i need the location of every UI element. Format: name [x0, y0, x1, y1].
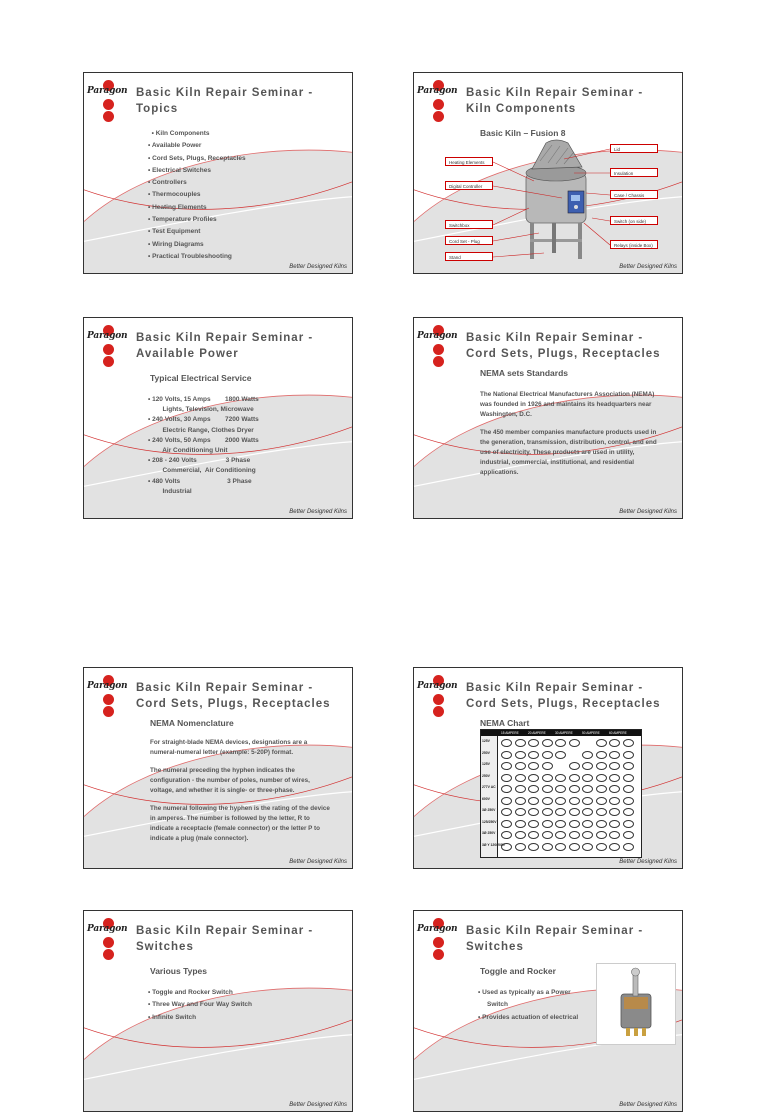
- slide-6: [413, 667, 683, 869]
- list-item: • Controllers: [148, 179, 187, 187]
- toggle-switch-photo: [596, 963, 676, 1045]
- nema-configuration-icon: [609, 762, 620, 770]
- nema-configuration-icon: [542, 739, 553, 747]
- logo-dot: [103, 949, 114, 960]
- slide-footer: Better Designed Kilns: [619, 264, 677, 270]
- nema-configuration-icon: [569, 808, 580, 816]
- nema-configuration-icon: [582, 785, 593, 793]
- component-label: Relays (inside Box): [610, 240, 658, 249]
- nema-configuration-icon: [501, 831, 512, 839]
- nema-configuration-icon: [515, 797, 526, 805]
- paragraph-block: [150, 738, 332, 852]
- slide-footer: Better Designed Kilns: [289, 1102, 347, 1108]
- nema-configuration-icon: [569, 843, 580, 851]
- nema-configuration-icon: [569, 797, 580, 805]
- nema-row-label: 600V: [482, 796, 490, 801]
- nema-row-label: 125V: [482, 739, 490, 743]
- paragon-logo: [87, 918, 131, 962]
- nema-configuration-icon: [623, 774, 634, 782]
- slide-title: Basic Kiln Repair Seminar - Switches: [466, 925, 644, 953]
- list-item: Lights, Television, Microwave: [148, 406, 254, 414]
- nema-configuration-icon: [515, 739, 526, 747]
- slide-title: Basic Kiln Repair Seminar - Switches: [136, 925, 314, 953]
- list-item: • Available Power: [148, 142, 202, 150]
- list-item: Industrial: [148, 487, 192, 495]
- slide-1: [83, 72, 353, 274]
- slide-title: Basic Kiln Repair Seminar - Available Power: [136, 332, 314, 360]
- nema-configuration-icon: [582, 820, 593, 828]
- logo-dot: [103, 99, 114, 110]
- component-label: Lid: [610, 144, 658, 153]
- nema-configuration-icon: [582, 843, 593, 851]
- slide-title: Basic Kiln Repair Seminar - Cord Sets, Plugs, Receptacles: [466, 682, 661, 710]
- nema-configuration-icon: [609, 785, 620, 793]
- nema-configuration-icon: [542, 751, 553, 759]
- logo-dot: [103, 356, 114, 367]
- nema-col-label: 50 AMPERE: [582, 731, 600, 735]
- list-item: • Practical Troubleshooting: [148, 252, 232, 260]
- list-item: • 480 Volts 3 Phase: [148, 477, 252, 485]
- list-item: • Kiln Components: [148, 130, 210, 137]
- nema-configuration-icon: [528, 751, 539, 759]
- list-item: Commercial, Air Conditioning: [148, 467, 256, 475]
- nema-configuration-icon: [528, 797, 539, 805]
- slide-3: [83, 317, 353, 519]
- component-label: Switch (on side): [610, 216, 658, 225]
- slide-footer: Better Designed Kilns: [619, 1102, 677, 1108]
- component-label: Case / Chassis: [610, 190, 658, 199]
- slide-footer: Better Designed Kilns: [289, 264, 347, 270]
- nema-row-label: 277V AC: [482, 785, 496, 789]
- nema-configuration-icon: [609, 843, 620, 851]
- logo-dot: [433, 949, 444, 960]
- paragon-logo: [417, 325, 461, 369]
- nema-configuration-icon: [596, 820, 607, 828]
- list-item: Electric Range, Clothes Dryer: [148, 426, 254, 434]
- nema-configuration-icon: [596, 797, 607, 805]
- toggle-list: [478, 987, 578, 1024]
- slide-title: Basic Kiln Repair Seminar - Topics: [136, 87, 314, 115]
- nema-row-label: 3Ø 250V: [482, 831, 496, 835]
- nema-configuration-icon: [596, 808, 607, 816]
- nema-configuration-icon: [501, 843, 512, 851]
- nema-row-label: 250V: [482, 773, 490, 778]
- logo-dot: [103, 344, 114, 355]
- nema-configuration-icon: [582, 831, 593, 839]
- nema-configuration-icon: [609, 820, 620, 828]
- nema-col-label: 15 AMPERE: [501, 731, 519, 735]
- list-item: • Toggle and Rocker Switch: [148, 989, 233, 996]
- slide-footer: Better Designed Kilns: [289, 859, 347, 865]
- logo-dot: [433, 344, 444, 355]
- nema-configuration-icon: [515, 820, 526, 828]
- nema-configuration-icon: [596, 831, 607, 839]
- logo-dot: [433, 937, 444, 948]
- component-label: Cord Set - Plug: [445, 236, 493, 245]
- slide-8: [413, 910, 683, 1112]
- list-item: • Temperature Profiles: [148, 216, 217, 224]
- nema-configuration-icon: [609, 797, 620, 805]
- nema-configuration-icon: [528, 762, 539, 770]
- list-item: • Heating Elements: [148, 203, 207, 211]
- nema-configuration-icon: [623, 762, 634, 770]
- nema-chart: [480, 729, 642, 858]
- slide-subheading: Toggle and Rocker: [480, 966, 556, 976]
- nema-configuration-icon: [515, 751, 526, 759]
- nema-configuration-icon: [623, 808, 634, 816]
- logo-wordmark: Paragon: [417, 681, 458, 691]
- slide-title: Basic Kiln Repair Seminar - Cord Sets, Plugs, Receptacles: [466, 332, 661, 360]
- list-item: • Wiring Diagrams: [148, 240, 204, 248]
- nema-row-label: 125/250V: [482, 819, 497, 824]
- switch-type-list: [148, 987, 252, 1024]
- nema-configuration-icon: [528, 831, 539, 839]
- list-item: • Infinite Switch: [148, 1013, 197, 1021]
- logo-dot: [103, 937, 114, 948]
- nema-configuration-icon: [623, 843, 634, 851]
- nema-configuration-icon: [542, 762, 553, 770]
- paragraph-block: [480, 390, 662, 486]
- nema-configuration-icon: [609, 774, 620, 782]
- nema-configuration-icon: [542, 831, 553, 839]
- list-item: • Thermocouples: [148, 191, 201, 199]
- paragraph: The National Electrical Manufacturers Association (NEMA) was founded in 1926 and maintains its headquarters near Washington, D.C.: [480, 391, 655, 418]
- nema-configuration-icon: [596, 762, 607, 770]
- list-item: • Used as typically as a Power: [478, 989, 571, 996]
- list-item: • Test Equipment: [148, 228, 201, 236]
- paragon-logo: [417, 918, 461, 962]
- nema-configuration-icon: [542, 774, 553, 782]
- nema-configuration-icon: [609, 831, 620, 839]
- slide-4: [413, 317, 683, 519]
- logo-dot: [433, 706, 444, 717]
- slide-2: [413, 72, 683, 274]
- slide-subheading: NEMA Chart: [480, 718, 530, 728]
- nema-configuration-icon: [542, 785, 553, 793]
- component-label: Digital Controller: [445, 181, 493, 190]
- nema-configuration-icon: [515, 808, 526, 816]
- slide-footer: Better Designed Kilns: [619, 859, 677, 865]
- component-label: Heating Elements: [445, 157, 493, 166]
- slide-footer: Better Designed Kilns: [619, 509, 677, 515]
- slide-title: Basic Kiln Repair Seminar - Kiln Components: [466, 87, 644, 115]
- nema-configuration-icon: [582, 762, 593, 770]
- nema-configuration-icon: [623, 751, 634, 759]
- topic-list: [148, 128, 246, 263]
- nema-configuration-icon: [555, 843, 566, 851]
- nema-configuration-icon: [501, 762, 512, 770]
- logo-dot: [103, 111, 114, 122]
- slide-footer: Better Designed Kilns: [289, 509, 347, 515]
- nema-configuration-icon: [515, 774, 526, 782]
- nema-configuration-icon: [555, 739, 566, 747]
- nema-configuration-icon: [596, 739, 607, 747]
- nema-configuration-icon: [582, 808, 593, 816]
- logo-wordmark: Paragon: [87, 331, 128, 341]
- nema-configuration-icon: [623, 797, 634, 805]
- slide-title: Basic Kiln Repair Seminar - Cord Sets, Plugs, Receptacles: [136, 682, 331, 710]
- list-item: Air Conditioning Unit: [148, 447, 228, 455]
- logo-wordmark: Paragon: [417, 86, 458, 96]
- nema-configuration-icon: [528, 785, 539, 793]
- nema-configuration-icon: [582, 774, 593, 782]
- paragon-logo: [87, 80, 131, 124]
- nema-configuration-icon: [555, 785, 566, 793]
- power-list: [148, 395, 259, 497]
- nema-configuration-icon: [609, 808, 620, 816]
- nema-configuration-icon: [555, 820, 566, 828]
- logo-wordmark: Paragon: [87, 924, 128, 934]
- nema-configuration-icon: [501, 739, 512, 747]
- nema-row-label: 3Ø 250V: [482, 808, 496, 812]
- nema-configuration-icon: [623, 739, 634, 747]
- nema-configuration-icon: [596, 751, 607, 759]
- slide-subheading: NEMA sets Standards: [480, 368, 569, 378]
- list-item: Switch: [478, 1001, 508, 1009]
- nema-configuration-icon: [515, 843, 526, 851]
- nema-configuration-icon: [569, 785, 580, 793]
- nema-configuration-icon: [623, 785, 634, 793]
- nema-configuration-icon: [569, 831, 580, 839]
- nema-configuration-icon: [623, 831, 634, 839]
- nema-configuration-icon: [501, 785, 512, 793]
- component-label: Insulation: [610, 168, 658, 177]
- nema-configuration-icon: [542, 820, 553, 828]
- nema-col-label: 20 AMPERE: [528, 731, 546, 735]
- slide-5: [83, 667, 353, 869]
- component-label: Switchbox: [445, 220, 493, 229]
- slide-7: [83, 910, 353, 1112]
- logo-dot: [433, 694, 444, 705]
- logo-wordmark: Paragon: [87, 681, 128, 691]
- nema-configuration-icon: [569, 820, 580, 828]
- nema-configuration-icon: [555, 751, 566, 759]
- nema-configuration-icon: [609, 751, 620, 759]
- nema-configuration-icon: [623, 820, 634, 828]
- paragraph: The numeral following the hyphen is the rating of the device in amperes. The number is followed by the letter, R to indicate a receptacle (female connector) or the letter P to indicate a plug (male connector).: [150, 805, 330, 842]
- nema-configuration-icon: [555, 774, 566, 782]
- nema-col-label: 30 AMPERE: [555, 731, 573, 735]
- nema-configuration-icon: [542, 797, 553, 805]
- paragraph: The numeral preceding the hyphen indicates the configuration - the number of poles, number of wires, voltage, and whether it is single- or three-phase.: [150, 767, 310, 794]
- nema-configuration-icon: [596, 774, 607, 782]
- nema-configuration-icon: [555, 831, 566, 839]
- slide-subheading: Typical Electrical Service: [150, 373, 252, 383]
- list-item: • Three Way and Four Way Switch: [148, 1001, 253, 1009]
- nema-configuration-icon: [501, 751, 512, 759]
- slide-subheading: NEMA Nomenclature: [150, 718, 234, 728]
- nema-configuration-icon: [515, 762, 526, 770]
- nema-configuration-icon: [555, 797, 566, 805]
- logo-dot: [103, 694, 114, 705]
- logo-dot: [103, 706, 114, 717]
- slide-subheading: Basic Kiln – Fusion 8: [480, 128, 566, 138]
- nema-row-label: 250V: [482, 750, 490, 755]
- nema-configuration-icon: [528, 774, 539, 782]
- paragon-logo: [417, 675, 461, 719]
- logo-wordmark: Paragon: [87, 86, 128, 96]
- nema-configuration-icon: [501, 774, 512, 782]
- nema-configuration-icon: [596, 843, 607, 851]
- list-item: • 208 - 240 Volts 3 Phase: [148, 457, 251, 465]
- list-item: • Cord Sets, Plugs, Receptacles: [148, 154, 246, 162]
- nema-configuration-icon: [542, 808, 553, 816]
- nema-row-label: 3Ø Y 120/208V: [482, 842, 506, 847]
- nema-configuration-icon: [569, 762, 580, 770]
- nema-configuration-icon: [515, 785, 526, 793]
- paragraph: For straight-blade NEMA devices, designations are a numeral-numeral letter (example: 5-20P) format.: [150, 739, 308, 756]
- component-label: Stand: [445, 252, 493, 261]
- logo-dot: [433, 356, 444, 367]
- nema-configuration-icon: [582, 751, 593, 759]
- nema-col-label: 60 AMPERE: [609, 731, 627, 735]
- nema-configuration-icon: [515, 831, 526, 839]
- list-item: • 240 Volts, 50 Amps 2000 Watts: [148, 436, 259, 444]
- nema-row-label: 125V: [482, 762, 490, 766]
- nema-configuration-icon: [528, 820, 539, 828]
- logo-wordmark: Paragon: [417, 924, 458, 934]
- list-item: • Provides actuation of electrical: [478, 1013, 579, 1021]
- nema-configuration-icon: [528, 739, 539, 747]
- nema-configuration-icon: [501, 808, 512, 816]
- nema-configuration-icon: [569, 739, 580, 747]
- nema-configuration-icon: [542, 843, 553, 851]
- nema-configuration-icon: [528, 808, 539, 816]
- nema-configuration-icon: [555, 808, 566, 816]
- nema-configuration-icon: [569, 774, 580, 782]
- nema-configuration-icon: [609, 739, 620, 747]
- paragraph: The 450 member companies manufacture products used in the generation, transmission, distribution, control, and end use of electricity. These products are used in utility, industrial, commercial, institutional, and residential applications.: [480, 429, 657, 476]
- nema-configuration-icon: [596, 785, 607, 793]
- logo-wordmark: Paragon: [417, 331, 458, 341]
- list-item: • 240 Volts, 30 Amps 7200 Watts: [148, 416, 259, 424]
- nema-configuration-icon: [501, 797, 512, 805]
- nema-configuration-icon: [582, 797, 593, 805]
- list-item: • Electrical Switches: [148, 166, 211, 174]
- slide-subheading: Various Types: [150, 966, 208, 976]
- paragon-logo: [87, 675, 131, 719]
- nema-configuration-icon: [528, 843, 539, 851]
- nema-configuration-icon: [501, 820, 512, 828]
- paragon-logo: [87, 325, 131, 369]
- list-item: • 120 Volts, 15 Amps 1800 Watts: [148, 396, 259, 403]
